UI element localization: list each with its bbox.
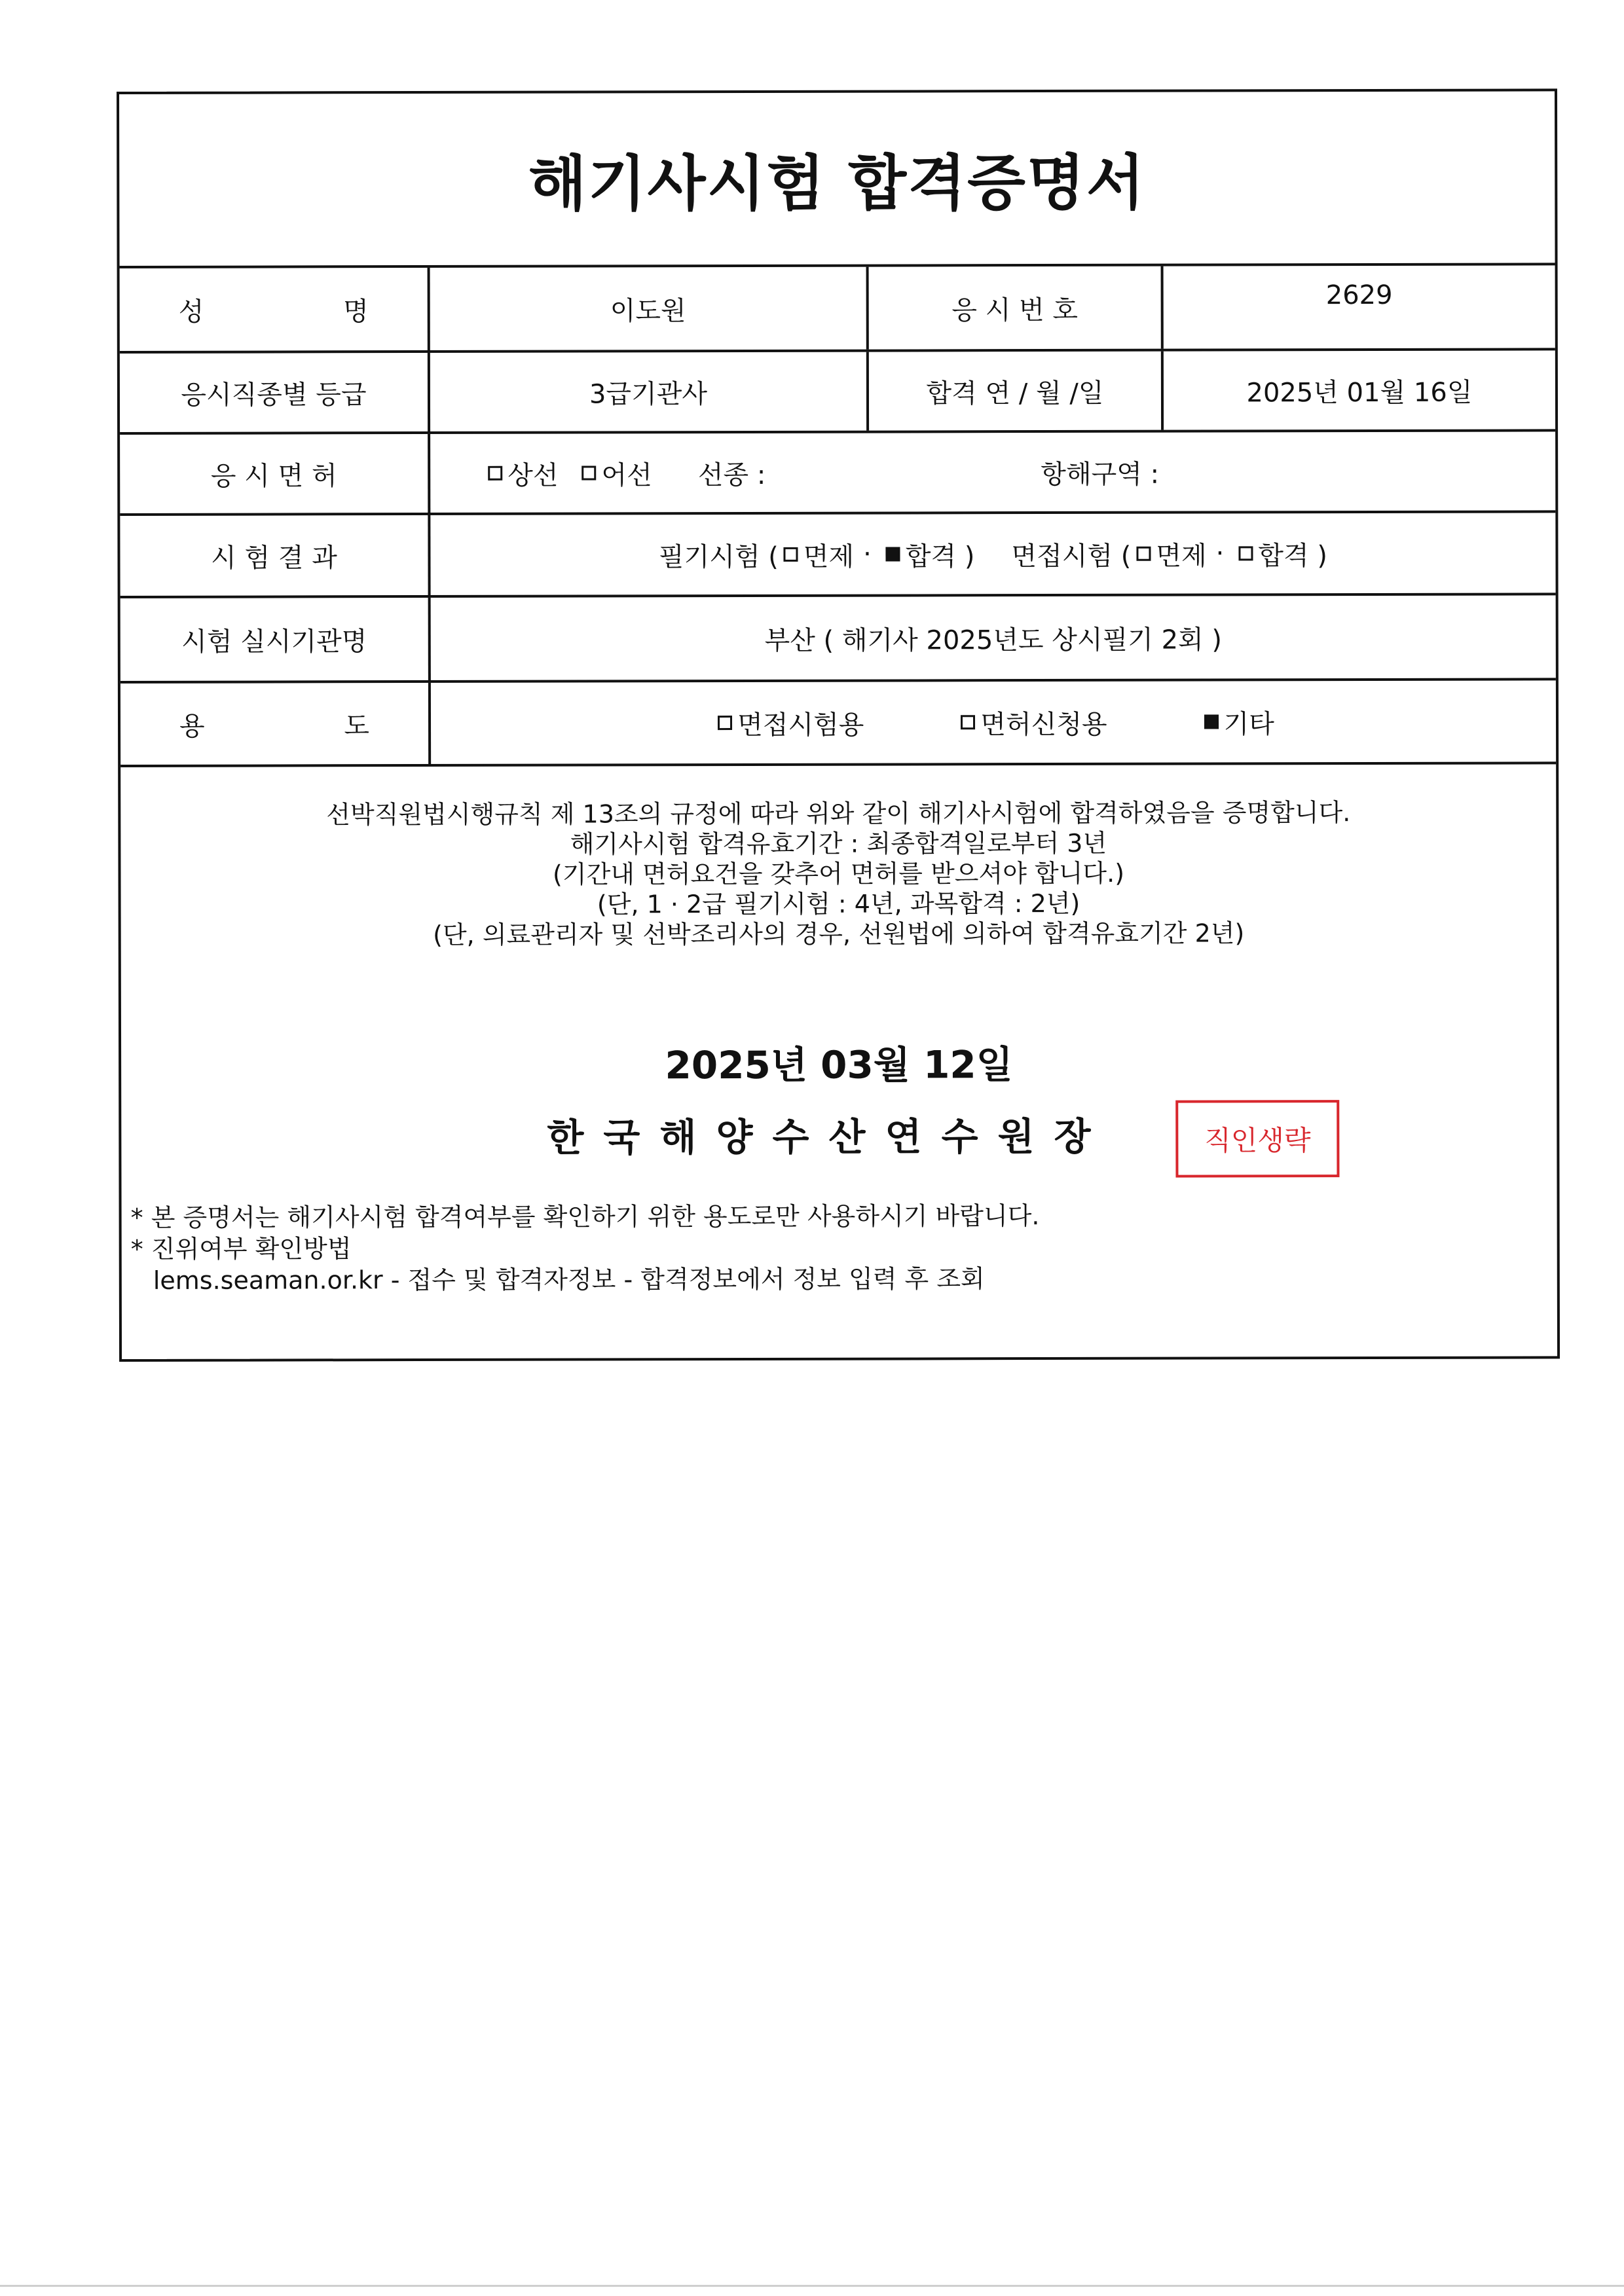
sea-area-label: 항해구역 : <box>1041 459 1160 490</box>
interview-pass-label: 합격 ) <box>1258 540 1328 571</box>
notice-line: (기간내 면허요건을 갖추어 면허를 받으셔야 합니다.) <box>552 858 1125 889</box>
row-purpose <box>120 680 1556 767</box>
license-merchant-label: 상선 <box>507 460 559 491</box>
footnote: * 진위여부 확인방법 <box>130 1234 352 1264</box>
notice-line: (단, 1 · 2급 필기시험 : 4년, 과목합격 : 2년) <box>597 888 1080 919</box>
institution-value: 부산 ( 해기사 2025년도 상시필기 2회 ) <box>764 624 1223 656</box>
interview-exempt-checkbox[interactable] <box>1136 547 1151 561</box>
separator-dot: · <box>863 539 872 570</box>
license-fishing-checkbox[interactable] <box>581 465 596 480</box>
grade-label: 응시직종별 등급 <box>120 353 430 432</box>
document-title: 해기사시험 합격증명서 <box>119 91 1555 268</box>
purpose-other-checkbox[interactable] <box>1204 714 1219 729</box>
written-pass-checkbox[interactable] <box>886 547 900 561</box>
name-label-a: 성 <box>178 297 204 327</box>
interview-exam-label: 면접시험 ( <box>1011 541 1132 572</box>
footnote: * 본 증명서는 해기사시험 합격여부를 확인하기 위한 용도로만 사용하시기 바랍니다. <box>130 1201 1040 1232</box>
pass-date-label: 합격 연 / 월 /일 <box>866 352 1164 431</box>
row-license <box>120 431 1555 516</box>
institution-label: 시험 실시기관명 <box>120 598 431 681</box>
purpose-interview-checkbox[interactable] <box>718 716 732 730</box>
issue-date: 2025년 03월 12일 <box>665 1042 1013 1088</box>
interview-exempt-label: 면제 <box>1156 541 1207 572</box>
notice-line: 선박직원법시행규칙 제 13조의 규정에 따라 위와 같이 해기사시험에 합격하였음을 증명합니다. <box>326 798 1351 829</box>
purpose-value <box>431 680 1556 764</box>
written-exam-label: 필기시험 ( <box>658 541 779 572</box>
license-fishing-label: 어선 <box>601 460 652 490</box>
name-label <box>120 268 430 351</box>
purpose-label <box>120 683 431 765</box>
result-label: 시 험 결 과 <box>120 515 430 596</box>
purpose-interview-label: 면접시험용 <box>737 710 864 740</box>
row-institution <box>120 595 1556 683</box>
purpose-label-a: 용 <box>179 711 205 742</box>
grade-value: 3급기관사 <box>589 378 708 409</box>
purpose-license-label: 면허신청용 <box>980 709 1107 740</box>
ship-type-label: 선종 : <box>697 460 766 490</box>
certificate-frame <box>117 88 1560 1362</box>
pass-date-value: 2025년 01월 16일 <box>1246 377 1473 408</box>
certification-notice <box>120 797 1556 951</box>
purpose-other-label: 기타 <box>1223 708 1274 739</box>
license-label: 응 시 면 허 <box>120 434 430 513</box>
notice-line: 해기사시험 합격유효기간 : 최종합격일로부터 3년 <box>570 828 1107 859</box>
exam-number-label: 응 시 번 호 <box>866 266 1164 350</box>
seal-stamp: 직인생략 <box>1175 1100 1339 1178</box>
scan-edge-line <box>0 2285 1624 2287</box>
issuer-name: 한국해양수산연수원장 <box>547 1114 1111 1160</box>
result-value <box>430 513 1555 595</box>
verification-link[interactable]: lems.seaman.or.kr - 접수 및 합격자정보 - 합격정보에서 정보 입력 후 조회 <box>153 1264 985 1295</box>
purpose-license-checkbox[interactable] <box>961 715 975 729</box>
license-value <box>430 431 1555 513</box>
written-exempt-checkbox[interactable] <box>784 547 798 562</box>
written-pass-label: 합격 ) <box>905 541 975 572</box>
name-label-b: 명 <box>343 296 369 327</box>
interview-pass-checkbox[interactable] <box>1238 546 1253 560</box>
written-exempt-label: 면제 <box>803 541 855 572</box>
license-merchant-checkbox[interactable] <box>488 466 502 481</box>
row-grade <box>120 350 1555 435</box>
separator-dot: · <box>1215 538 1225 569</box>
row-name <box>120 265 1555 354</box>
notice-line: (단, 의료관리자 및 선박조리사의 경우, 선원법에 의하여 합격유효기간 2년) <box>433 919 1245 949</box>
issuer-block <box>121 1101 1557 1176</box>
footnotes <box>131 1199 1557 1296</box>
name-value: 이도원 <box>610 295 686 326</box>
exam-number-value: 2629 <box>1325 280 1393 311</box>
purpose-label-b: 도 <box>344 710 370 741</box>
row-result <box>120 513 1555 598</box>
